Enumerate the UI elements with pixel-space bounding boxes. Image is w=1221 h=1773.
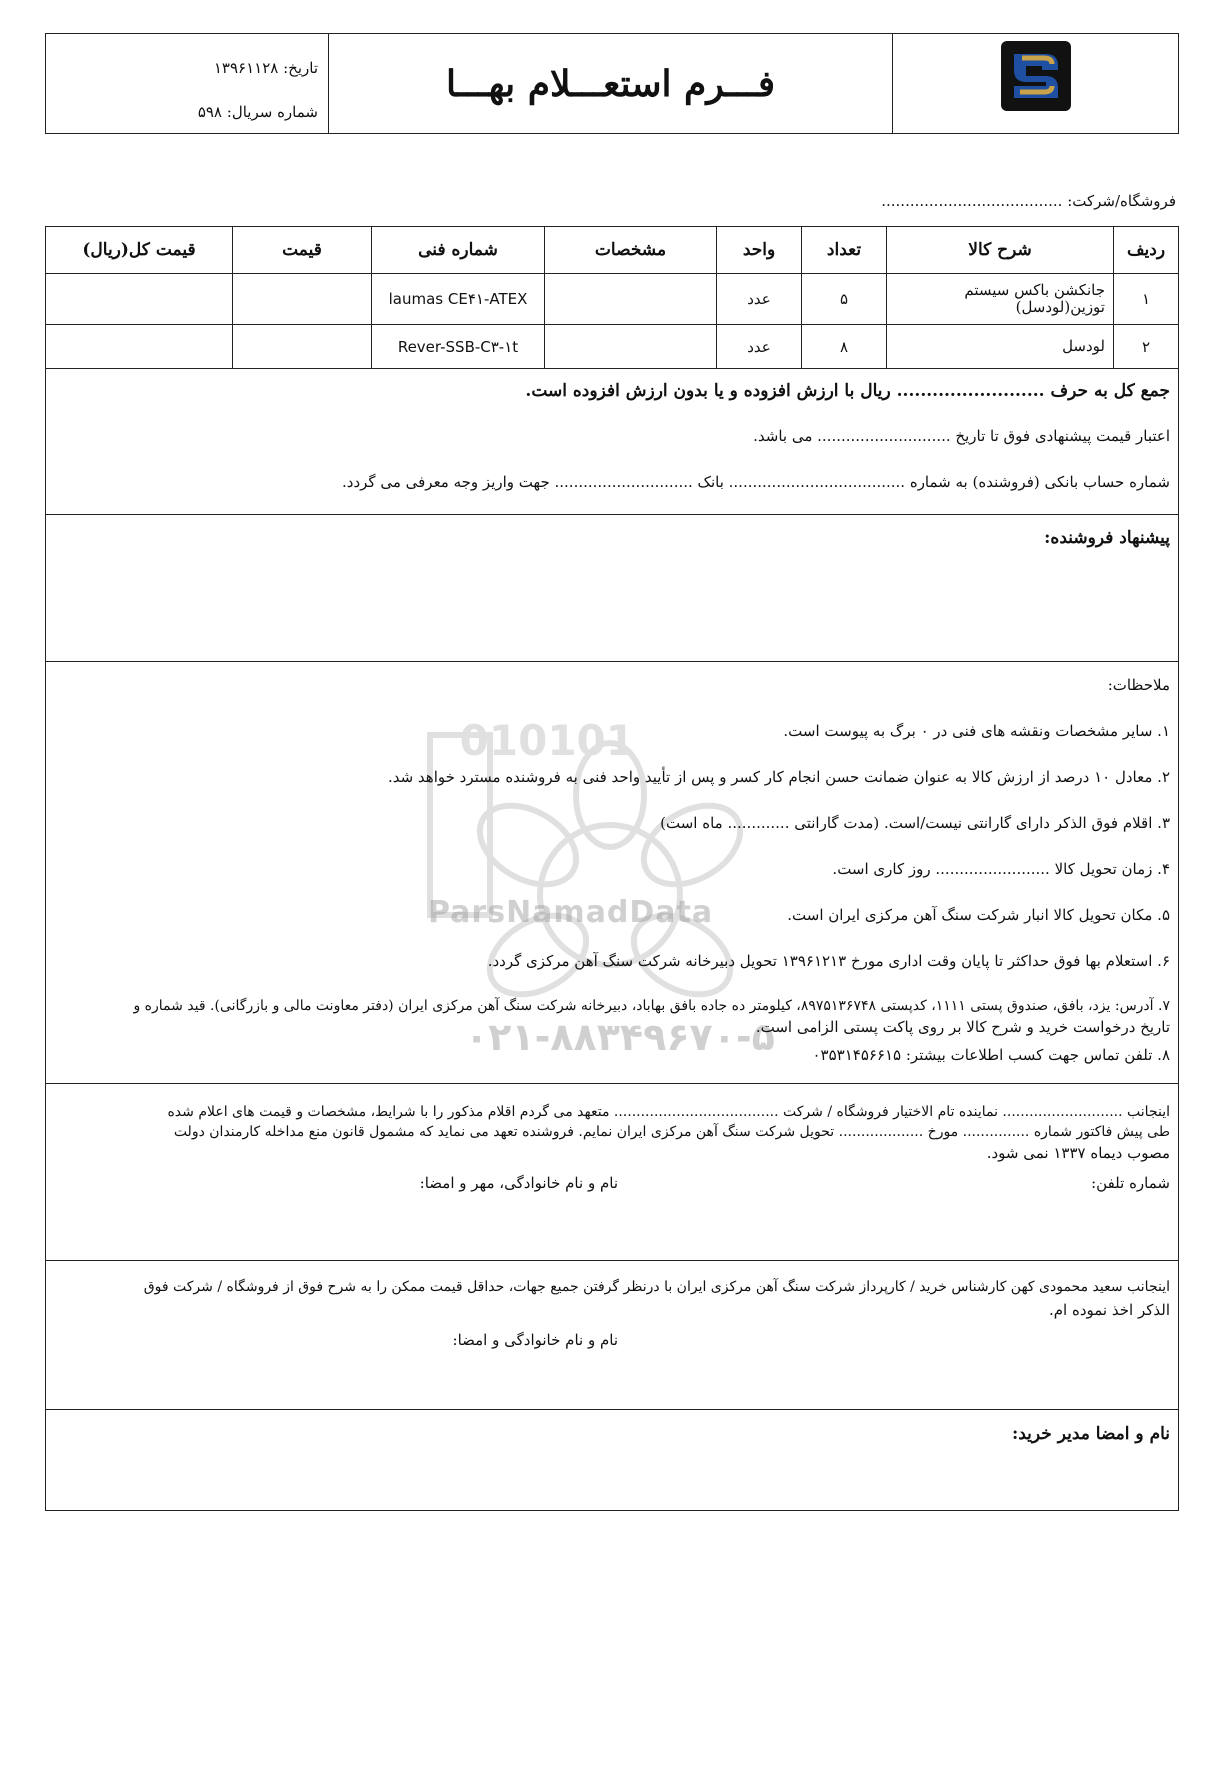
- note-item: ۲. معادل ۱۰ درصد از ارزش کالا به عنوان ضمانت حسن انجام کار کسر و پس از تأیید واحد فنی به فروشنده مسترد خواهد شد.: [387, 768, 1170, 786]
- expert-signature-label: نام و نام خانوادگی و امضا:: [452, 1331, 618, 1349]
- row-index: ۱: [1114, 274, 1179, 325]
- table-header-row: [46, 227, 1179, 274]
- form-title: فـــرم استعـــلام بهـــا: [328, 34, 892, 133]
- header-description: شرح کالا: [887, 227, 1114, 274]
- header-unit: واحد: [717, 227, 802, 274]
- serial-label: شماره سریال:: [226, 103, 318, 121]
- note-item: ۸. تلفن تماس جهت کسب اطلاعات بیشتر: ۰۳۵۳۱۴۵۶۶۱۵: [812, 1046, 1170, 1064]
- price-validity: اعتبار قیمت پیشنهادی فوق تا تاریخ ............................ می باشد.: [753, 427, 1170, 445]
- header-total-price: قیمت کل(ریال): [46, 227, 233, 274]
- note-item: ۱. سایر مشخصات ونقشه های فنی در ۰ برگ به پیوست است.: [783, 722, 1170, 740]
- commitment-line: اینجانب ........................... نماینده تام الاختیار فروشگاه / شرکت ..................................... متعهد می گردم اقلام مذکور را با شرایط، مشخصات و قیمت های اعلام شده: [167, 1104, 1170, 1120]
- row-index: ۲: [1114, 325, 1179, 369]
- watermark-digits: 010101: [459, 716, 635, 765]
- row-price[interactable]: [233, 325, 372, 369]
- table-row: [46, 325, 1179, 369]
- seller-offer-label: پیشنهاد فروشنده:: [1044, 528, 1170, 548]
- row-part-number: laumas CE۴۱-ATEX: [372, 274, 545, 325]
- phone-label: شماره تلفن:: [1091, 1174, 1170, 1192]
- row-unit: عدد: [717, 274, 802, 325]
- logo-cell: [892, 34, 1178, 133]
- vendor-signature-label: نام و نام خانوادگی، مهر و امضا:: [419, 1174, 618, 1192]
- row-description: جانکشن باکس سیستم توزین(لودسل): [887, 274, 1114, 325]
- vendor-commitment-section: [45, 1084, 1179, 1261]
- manager-signature-label: نام و امضا مدیر خرید:: [1011, 1424, 1170, 1444]
- row-quantity: ۸: [802, 325, 887, 369]
- expert-statement: اینجانب سعید محمودی کهن کارشناس خرید / کارپرداز شرکت سنگ آهن مرکزی ایران با درنظر گرفتن جمیع جهات، حداقل قیمت ممکن را به شرح فوق از فروشگاه / شرکت فوق: [143, 1279, 1170, 1295]
- watermark-text: ParsNamadData: [428, 895, 714, 930]
- row-quantity: ۵: [802, 274, 887, 325]
- date-value: ۱۳۹۶۱۱۲۸: [213, 59, 279, 77]
- date-label: تاریخ:: [283, 59, 318, 77]
- watermark-phone: ۰۲۱-۸۸۳۴۹۶۷۰-۵: [465, 1015, 775, 1059]
- note-item: ۳. اقلام فوق الذکر دارای گارانتی نیست/است. (مدت گارانتی ............. ماه است): [660, 814, 1170, 832]
- form-meta: [46, 34, 328, 133]
- purchase-manager-section: [45, 1410, 1179, 1511]
- note-item: ۷. آدرس: یزد، بافق، صندوق پستی ۱۱۱۱، کدپستی ۸۹۷۵۱۳۶۷۴۸، کیلومتر ده جاده بافق بهاباد، دبیرخانه شرکت سنگ آهن مرکزی ایران (دفتر معاونت مالی و بازرگانی). قید شماره و: [133, 998, 1170, 1014]
- sum-in-words: جمع کل به حرف ......................... ریال با ارزش افزوده و یا بدون ارزش افزوده است.: [525, 381, 1170, 401]
- seller-offer-section: [45, 515, 1179, 662]
- header-price: قیمت: [233, 227, 372, 274]
- note-item: ۶. استعلام بها فوق حداکثر تا پایان وقت اداری مورخ ۱۳۹۶۱۲۱۳ تحویل دبیرخانه شرکت سنگ آهن مرکزی گردد.: [487, 952, 1170, 970]
- row-total[interactable]: [46, 274, 233, 325]
- row-total[interactable]: [46, 325, 233, 369]
- row-specs[interactable]: [545, 274, 717, 325]
- company-logo-icon: [1000, 40, 1072, 112]
- note-item: تاریخ درخواست خرید و شرح کالا بر روی پاکت پستی الزامی است.: [755, 1018, 1170, 1036]
- row-description: لودسل: [887, 325, 1114, 369]
- shop-dots: ......................................: [881, 192, 1063, 210]
- serial-value: ۵۹۸: [197, 103, 222, 121]
- commitment-line: طی پیش فاکتور شماره ............... مورخ ................... تحویل شرکت سنگ آهن مرکزی ایران نمایم. فروشنده تعهد می نماید که مشمول قانون منع مداخله کارمندان دولت: [173, 1124, 1170, 1140]
- commitment-line: مصوب دیماه ۱۳۳۷ نمی شود.: [986, 1144, 1170, 1162]
- header-quantity: تعداد: [802, 227, 887, 274]
- shop-line: [881, 192, 1176, 210]
- table-row: [46, 274, 1179, 325]
- row-price[interactable]: [233, 274, 372, 325]
- note-item: ۵. مکان تحویل کالا انبار شرکت سنگ آهن مرکزی ایران است.: [787, 906, 1170, 924]
- date-row: [46, 46, 318, 90]
- serial-row: [46, 90, 318, 134]
- shop-label: فروشگاه/شرکت:: [1067, 192, 1176, 210]
- header-part-number: شماره فنی: [372, 227, 545, 274]
- items-table: [45, 226, 1179, 369]
- row-unit: عدد: [717, 325, 802, 369]
- sum-section: [45, 367, 1179, 515]
- expert-statement: الذکر اخذ نموده ام.: [1048, 1301, 1170, 1319]
- header-row-number: ردیف: [1114, 227, 1179, 274]
- notes-label: ملاحظات:: [1107, 676, 1170, 694]
- bank-account: شماره حساب بانکی (فروشنده) به شماره ..................................... بانک ............................. جهت واریز وجه معرفی می گردد.: [342, 473, 1170, 491]
- note-item: ۴. زمان تحویل کالا ........................ روز کاری است.: [832, 860, 1170, 878]
- row-part-number: Rever-SSB-C۳-۱t: [372, 325, 545, 369]
- form-header: [45, 33, 1179, 134]
- notes-section: [45, 662, 1179, 1084]
- header-specs: مشخصات: [545, 227, 717, 274]
- row-specs[interactable]: [545, 325, 717, 369]
- purchase-expert-section: [45, 1261, 1179, 1410]
